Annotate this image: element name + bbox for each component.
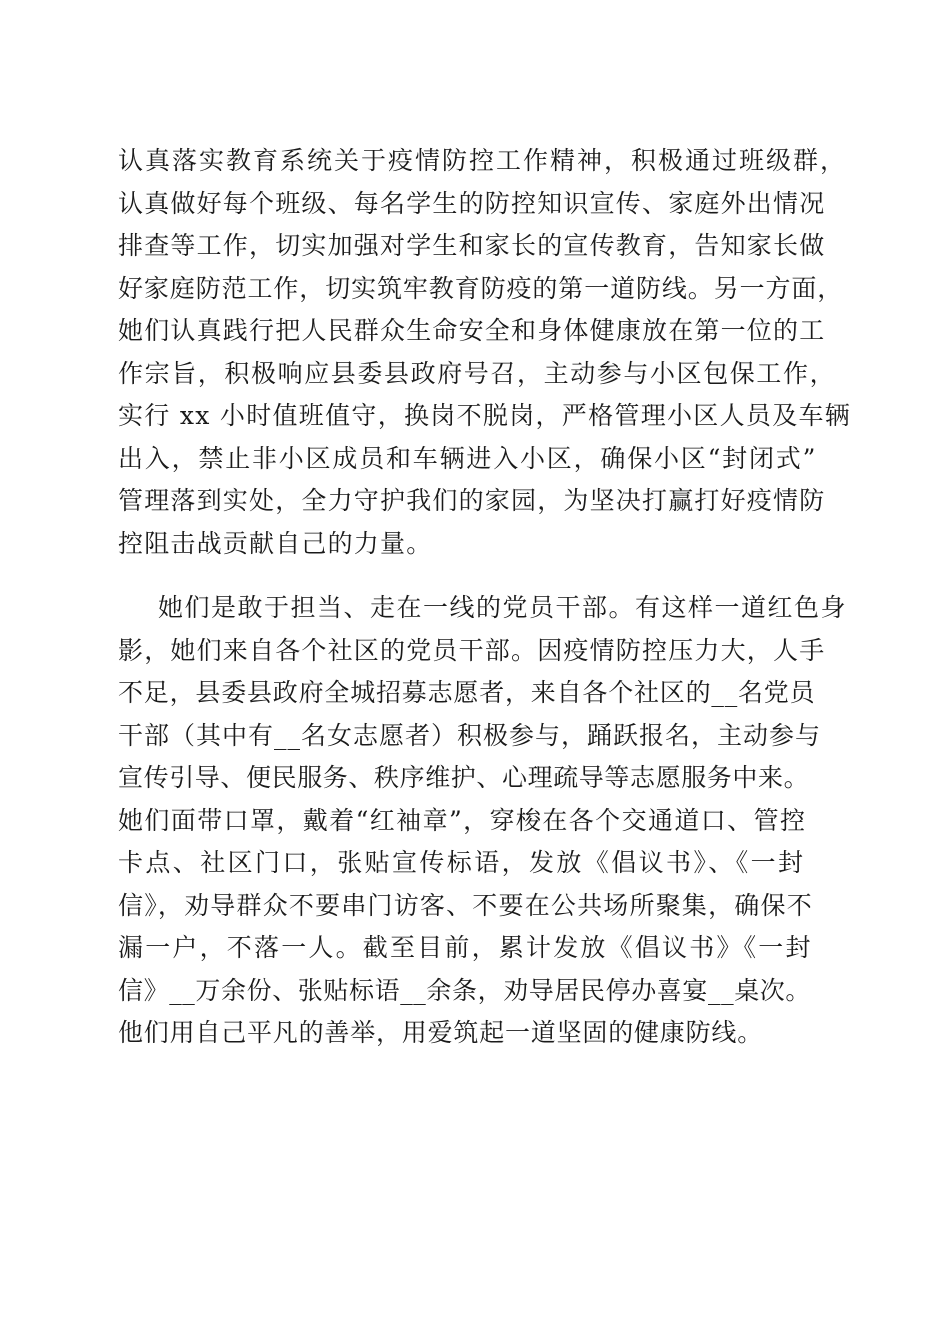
text-line: 好家庭防范工作，切实筑牢教育防疫的第一道防线。另一方面， — [118, 273, 844, 303]
text-line: 作宗旨，积极响应县委县政府号召，主动参与小区包保工作， — [118, 358, 837, 388]
paragraph-1 — [118, 140, 852, 565]
text-line: 信》，劝导群众不要串门访客、不要在公共场所聚集，确保不 — [118, 890, 813, 920]
text-line: 漏一户，不落一人。截至目前，累计发放《倡议书》《一封 — [118, 933, 813, 962]
text-line: 认真落实教育系统关于疫情防控工作精神，积极通过班级群， — [118, 146, 848, 175]
text-line: 排查等工作，切实加强对学生和家长的宣传教育，告知家长做 — [118, 231, 826, 260]
text-line: 他们用自己平凡的善举，用爱筑起一道坚固的健康防线。 — [118, 1018, 764, 1047]
text-line: 信》__万余份、张贴标语__余条，劝导居民停办喜宴__桌次。 — [118, 975, 812, 1005]
text-line: 出入，禁止非小区成员和车辆进入小区，确保小区“封闭式” — [118, 443, 818, 473]
text-line: 管理落到实处，全力守护我们的家园，为坚决打赢打好疫情防 — [118, 486, 826, 515]
text-line: 干部（其中有__名女志愿者）积极参与，踊跃报名，主动参与 — [118, 720, 822, 750]
text-line: 影，她们来自各个社区的党员干部。因疫情防控压力大，人手 — [118, 635, 826, 665]
text-line: 不足，县委县政府全城招募志愿者，来自各个社区的__名党员 — [118, 678, 816, 707]
text-line: 实行 xx 小时值班值守，换岗不脱岗，严格管理小区人员及车辆 — [118, 401, 852, 430]
text-line: 她们认真践行把人民群众生命安全和身体健康放在第一位的工 — [118, 316, 826, 345]
text-line: 宣传引导、便民服务、秩序维护、心理疏导等志愿服务中来。 — [118, 763, 810, 792]
text-line: 卡点、社区门口，张贴宣传标语，发放《倡议书》、《一封 — [118, 848, 806, 877]
text-line: 她们面带口罩，戴着“红袖章”，穿梭在各个交通道口、管控 — [118, 805, 807, 835]
text-line: 她们是敢于担当、走在一线的党员干部。有这样一道红色身 — [158, 593, 848, 622]
text-line: 认真做好每个班级、每名学生的防控知识宣传、家庭外出情况 — [118, 188, 826, 218]
text-line: 控阻击战贡献自己的力量。 — [118, 528, 433, 558]
paragraph-2 — [118, 587, 848, 1055]
